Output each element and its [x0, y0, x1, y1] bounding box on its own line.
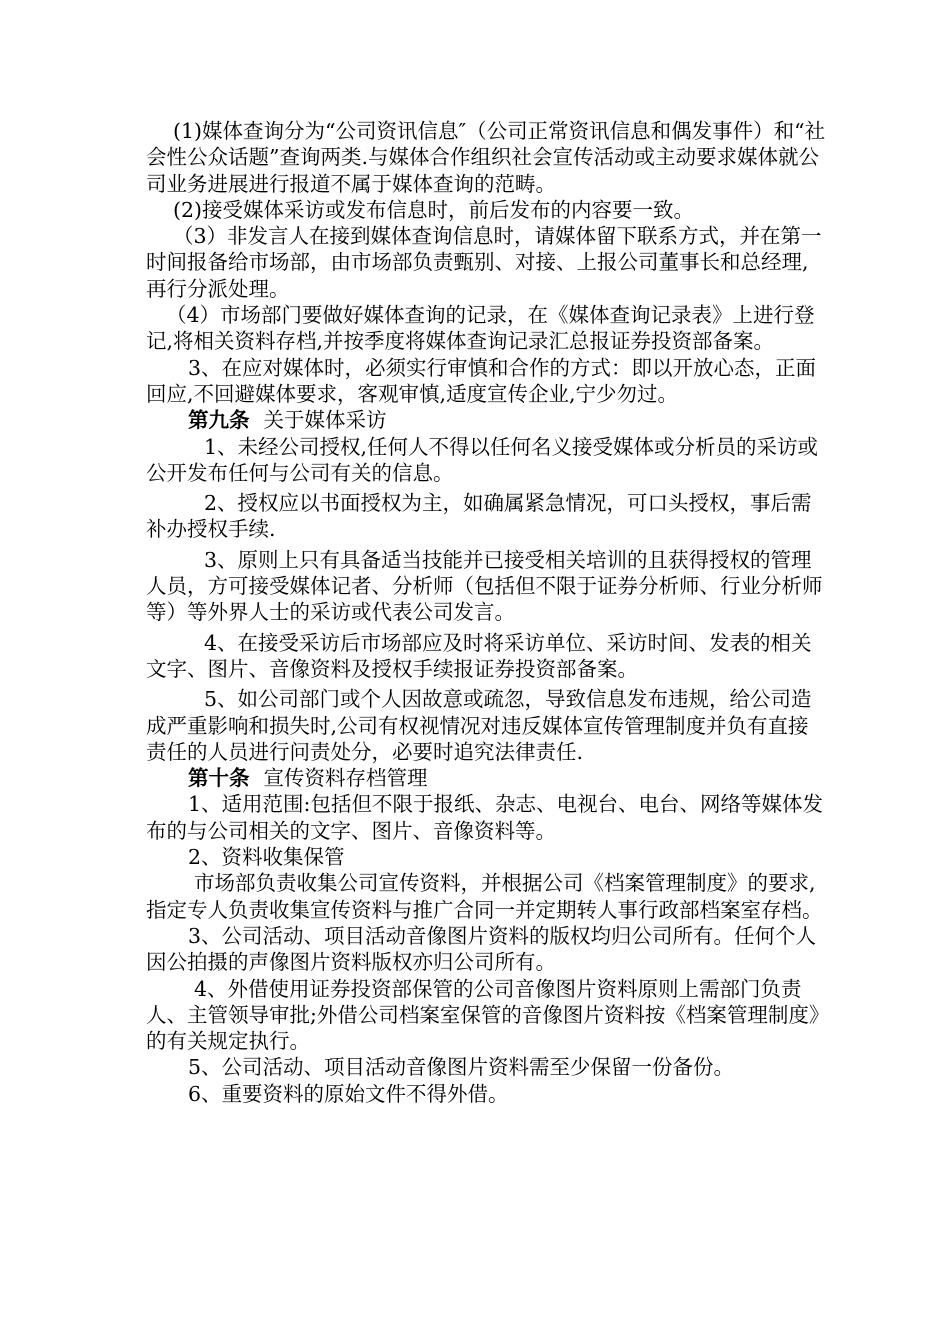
article-9-clause-2: 2、授权应以书面授权为主，如确属紧急情况，可口头授权，事后需补办授权手续.	[146, 491, 812, 542]
article-10-clause-5: 5、公司活动、项目活动音像图片资料需至少保留一份备份。	[188, 1055, 735, 1080]
article-9-clause-1: 1、未经公司授权,任何人不得以任何名义接受媒体或分析员的采访或公开发布任何与公司有关的信息。	[146, 434, 819, 485]
article-9-number: 第九条	[188, 408, 250, 433]
article-9-heading	[146, 407, 826, 433]
article-9-clause-5: 5、如公司部门或个人因故意或疏忽，导致信息发布违规，给公司造成严重影响和损失时,公司有权视情况对违反媒体宣传管理制度并负有直接责任的人员进行问责处分，必要时追究法律责任.	[146, 687, 812, 764]
article-10-title: 宣传资料存档管理	[263, 766, 428, 791]
article-10-clause-4: 4、外借使用证券投资部保管的公司音像图片资料原则上需部门负责人、主管领导审批;外借公司档案室保管的音像图片资料按《档案管理制度》的有关规定执行。	[146, 976, 820, 1054]
article-9-clause-3: 3、原则上只有具备适当技能并已接受相关培训的且获得授权的管理人员，方可接受媒体记者、分析师（包括但不限于证券分析师、行业分析师等）等外界人士的采访或代表公司发言。	[146, 547, 823, 625]
article-10-clause-6: 6、重要资料的原始文件不得外借。	[188, 1081, 509, 1106]
article-10-clause-1: 1、适用范围:包括但不限于报纸、杂志、电视台、电台、网络等媒体发布的与公司相关的文字、图片、音像资料等。	[146, 792, 823, 843]
article-9-clause-4: 4、在接受采访后市场部应及时将采访单位、采访时间、发表的相关文字、图片、音像资料及授权手续报证券投资部备案。	[146, 630, 812, 681]
article-10-clause-2-body: 市场部负责收集公司宣传资料，并根据公司《档案管理制度》的要求,指定专人负责收集宣传资料与推广合同一并定期转人事行政部档案室存档。	[146, 871, 823, 922]
paragraph-media-response-principle: 3、在应对媒体时，必须实行审慎和合作的方式：即以开放心态，正面回应,不回避媒体要求，客观审慎,适度宣传企业,宁少勿过。	[146, 355, 817, 406]
paragraph-media-inquiry-item-4: （4）市场部门要做好媒体查询的记录，在《媒体查询记录表》上进行登记,将相关资料存档,并按季度将媒体查询记录汇总报证券投资部备案。	[146, 303, 815, 354]
paragraph-media-inquiry-item-3: （3）非发言人在接到媒体查询信息时，请媒体留下联系方式，并在第一时间报备给市场部，由市场部负责甄别、对接、上报公司董事长和总经理,再行分派处理。	[146, 224, 822, 301]
article-10-number: 第十条	[188, 766, 250, 791]
paragraph-media-inquiry-item-1: (1)媒体查询分为“公司资讯信息″（公司正常资讯信息和偶发事件）和“社会性公众话题”查询两类.与媒体合作组织社会宣传活动或主动要求媒体就公司业务进展进行报道不属于媒体查询的范畴。	[146, 119, 826, 196]
paragraph-media-inquiry-item-2: (2)接受媒体采访或发布信息时，前后发布的内容要一致。	[173, 197, 695, 222]
article-9-title: 关于媒体采访	[263, 408, 387, 433]
document-page	[146, 118, 826, 1107]
article-10-clause-3: 3、公司活动、项目活动音像图片资料的版权均归公司所有。任何个人因公拍摄的声像图片资料版权亦归公司所有。	[146, 923, 817, 975]
article-10-clause-2-heading: 2、资料收集保管	[188, 845, 345, 870]
article-10-heading	[146, 765, 826, 791]
